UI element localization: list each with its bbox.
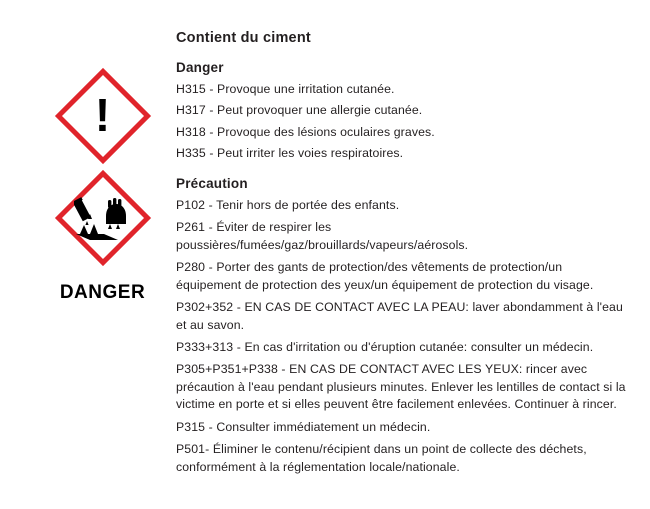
exclamation-mark-icon (59, 72, 147, 160)
hazard-statement: H317 - Peut provoquer une allergie cutanée. (176, 103, 423, 118)
exclamation-mark-pictogram (59, 72, 147, 160)
precaution-statement: P261 - Éviter de respirer les poussières/fumées/gaz/brouillards/vapeurs/aérosols. (176, 220, 469, 252)
hazard-statement: H335 - Peut irriter les voies respiratoires. (176, 146, 404, 161)
precaution-statement: P302+352 - EN CAS DE CONTACT AVEC LA PEAU: laver abondamment à l'eau et au savon. (176, 300, 623, 332)
hazard-statement: H318 - Provoque des lésions oculaires graves. (176, 124, 435, 139)
precaution-statement: P333+313 - En cas d'irritation ou d'éruption cutanée: consulter un médecin. (176, 339, 594, 354)
precaution-statement: P280 - Porter des gants de protection/des vêtements de protection/un équipement de protection des yeux/un équipement de protection du visage. (176, 260, 594, 292)
precaution-statement: P501- Éliminer le contenu/récipient dans un point de collecte des déchets, conformément à la réglementation locale/nationale. (176, 442, 587, 474)
hazard-section-heading: Danger (176, 60, 224, 75)
pictogram-column (40, 72, 165, 304)
precaution-statement: P315 - Consulter immédiatement un médecin. (176, 419, 431, 434)
corrosion-pictogram (59, 174, 147, 262)
precaution-section-heading: Précaution (176, 175, 248, 191)
corrosion-icon (59, 174, 147, 262)
precaution-statement: P102 - Tenir hors de portée des enfants. (176, 197, 400, 212)
precaution-statement: P305+P351+P338 - EN CAS DE CONTACT AVEC LES YEUX: rincer avec précaution à l'eau pendant plusieurs minutes. Enlever les lentilles de contact si la victime en porte et si elles peuvent être facilement enlevées. Continuer à rincer. (176, 362, 626, 412)
page-title: Contient du ciment (176, 30, 311, 46)
hazard-statement: H315 - Provoque une irritation cutanée. (176, 82, 395, 96)
exclamation-glyph: ! (94, 89, 111, 141)
text-column (176, 30, 626, 481)
signal-word: DANGER (59, 282, 146, 303)
